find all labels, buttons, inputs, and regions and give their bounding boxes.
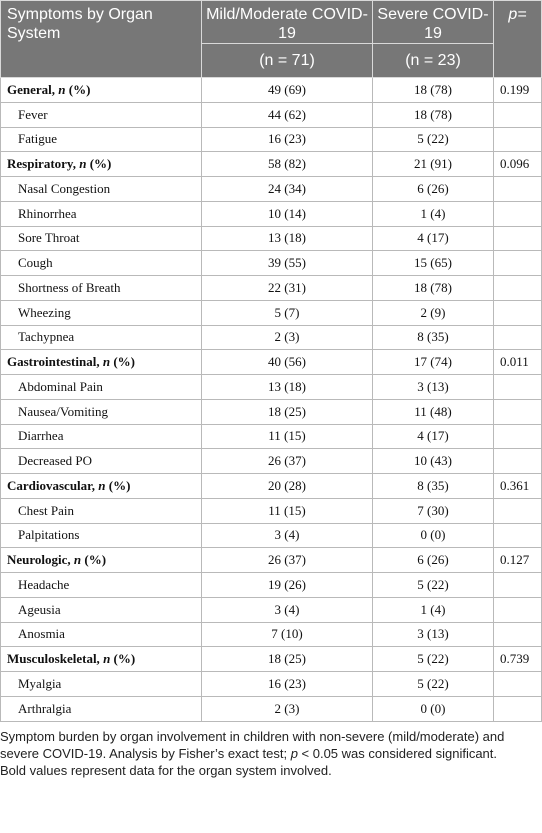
n-symbol: n	[79, 156, 87, 172]
severe-value: 0 (0)	[373, 696, 494, 721]
severe-value: 0 (0)	[373, 523, 494, 548]
severe-value: 2 (9)	[373, 300, 494, 325]
mild-value: 40 (56)	[202, 350, 373, 375]
severe-value: 3 (13)	[373, 375, 494, 400]
mild-value: 24 (34)	[202, 177, 373, 202]
table-row	[1, 696, 542, 721]
severe-value: 5 (22)	[373, 647, 494, 672]
mild-value: 22 (31)	[202, 276, 373, 301]
organ-system-label: Cardiovascular, n (%)	[1, 474, 202, 499]
p-value	[494, 424, 542, 449]
n-percent-label: n (%)	[58, 81, 91, 97]
mild-value: 7 (10)	[202, 622, 373, 647]
symptom-label: Ageusia	[1, 597, 202, 622]
severe-value: 5 (22)	[373, 672, 494, 697]
group-row	[1, 78, 542, 103]
severe-value: 5 (22)	[373, 127, 494, 152]
severe-value: 1 (4)	[373, 597, 494, 622]
p-value	[494, 672, 542, 697]
n-symbol: n	[103, 651, 111, 667]
severe-value: 15 (65)	[373, 251, 494, 276]
mild-value: 19 (26)	[202, 573, 373, 598]
table-row	[1, 597, 542, 622]
symptom-label: Myalgia	[1, 672, 202, 697]
p-value	[494, 276, 542, 301]
p-value: 0.127	[494, 548, 542, 573]
organ-system-label: Neurologic, n (%)	[1, 548, 202, 573]
header-severe-n: (n = 23)	[373, 44, 494, 78]
symptom-label: Headache	[1, 573, 202, 598]
severe-value: 3 (13)	[373, 622, 494, 647]
severe-value: 21 (91)	[373, 152, 494, 177]
symptom-label: Cough	[1, 251, 202, 276]
severe-value: 6 (26)	[373, 548, 494, 573]
table-row	[1, 498, 542, 523]
severe-value: 1 (4)	[373, 201, 494, 226]
table-row	[1, 300, 542, 325]
n-symbol: n	[73, 552, 82, 568]
mild-value: 11 (15)	[202, 424, 373, 449]
p-value	[494, 127, 542, 152]
p-value	[494, 226, 542, 251]
symptom-label: Fatigue	[1, 127, 202, 152]
symptom-label: Fever	[1, 102, 202, 127]
p-value	[494, 696, 542, 721]
organ-system-label: Respiratory, n (%)	[1, 152, 202, 177]
severe-value: 7 (30)	[373, 498, 494, 523]
table-row	[1, 449, 542, 474]
mild-value: 13 (18)	[202, 375, 373, 400]
mild-value: 39 (55)	[202, 251, 373, 276]
n-percent-label: n (%)	[79, 156, 112, 172]
table-row	[1, 177, 542, 202]
mild-value: 13 (18)	[202, 226, 373, 251]
severe-value: 8 (35)	[373, 325, 494, 350]
symptom-label: Anosmia	[1, 622, 202, 647]
mild-value: 11 (15)	[202, 498, 373, 523]
n-percent-label: n (%)	[102, 354, 135, 370]
severe-value: 17 (74)	[373, 350, 494, 375]
mild-value: 10 (14)	[202, 201, 373, 226]
p-value	[494, 251, 542, 276]
footnote-text: Symptom burden by organ involvement in children with non-severe (mild/moderate) and severe COVID-19. Analysis by Fisher’s exact test; p < 0.05 was considered significant.	[0, 729, 505, 761]
p-value	[494, 597, 542, 622]
header-severe: Severe COVID-19	[373, 1, 494, 44]
severe-value: 4 (17)	[373, 226, 494, 251]
table-row	[1, 622, 542, 647]
symptom-label: Shortness of Breath	[1, 276, 202, 301]
p-value: 0.096	[494, 152, 542, 177]
severe-value: 10 (43)	[373, 449, 494, 474]
p-value	[494, 399, 542, 424]
p-value	[494, 622, 542, 647]
symptom-label: Palpitations	[1, 523, 202, 548]
mild-value: 26 (37)	[202, 548, 373, 573]
p-value	[494, 102, 542, 127]
table-row	[1, 424, 542, 449]
mild-value: 2 (3)	[202, 325, 373, 350]
table-row	[1, 672, 542, 697]
severe-value: 18 (78)	[373, 78, 494, 103]
p-value: 0.011	[494, 350, 542, 375]
group-row	[1, 548, 542, 573]
table-row	[1, 325, 542, 350]
severe-value: 18 (78)	[373, 276, 494, 301]
p-symbol: p	[290, 746, 298, 761]
p-value: 0.199	[494, 78, 542, 103]
symptom-label: Arthralgia	[1, 696, 202, 721]
mild-value: 16 (23)	[202, 127, 373, 152]
mild-value: 16 (23)	[202, 672, 373, 697]
p-value: 0.739	[494, 647, 542, 672]
symptom-label: Sore Throat	[1, 226, 202, 251]
table-row	[1, 276, 542, 301]
group-row	[1, 647, 542, 672]
mild-value: 18 (25)	[202, 399, 373, 424]
mild-value: 49 (69)	[202, 78, 373, 103]
table-row	[1, 251, 542, 276]
n-symbol: n	[58, 81, 66, 97]
mild-value: 5 (7)	[202, 300, 373, 325]
p-value	[494, 325, 542, 350]
mild-value: 58 (82)	[202, 152, 373, 177]
symptom-label: Abdominal Pain	[1, 375, 202, 400]
severe-value: 8 (35)	[373, 474, 494, 499]
organ-system-label: Musculoskeletal, n (%)	[1, 647, 202, 672]
severe-value: 11 (48)	[373, 399, 494, 424]
mild-value: 18 (25)	[202, 647, 373, 672]
p-value	[494, 498, 542, 523]
symptom-label: Chest Pain	[1, 498, 202, 523]
symptom-label: Diarrhea	[1, 424, 202, 449]
mild-value: 3 (4)	[202, 597, 373, 622]
mild-value: 44 (62)	[202, 102, 373, 127]
symptom-label: Rhinorrhea	[1, 201, 202, 226]
p-value	[494, 300, 542, 325]
header-symptoms: Symptoms by Organ System	[1, 1, 202, 78]
symptom-label: Nausea/Vomiting	[1, 399, 202, 424]
header-mild-n: (n = 71)	[202, 44, 373, 78]
n-percent-label: n (%)	[103, 651, 136, 667]
table-row	[1, 201, 542, 226]
table-row	[1, 375, 542, 400]
table-body	[1, 78, 542, 722]
n-percent-label: n (%)	[98, 477, 131, 493]
table-row	[1, 102, 542, 127]
p-value	[494, 375, 542, 400]
mild-value: 26 (37)	[202, 449, 373, 474]
n-percent-label: n (%)	[73, 552, 107, 568]
table-row	[1, 399, 542, 424]
table-row	[1, 573, 542, 598]
p-value	[494, 177, 542, 202]
p-value	[494, 523, 542, 548]
severe-value: 18 (78)	[373, 102, 494, 127]
header-p-label: p=	[508, 6, 527, 23]
organ-system-label: General, n (%)	[1, 78, 202, 103]
severe-value: 5 (22)	[373, 573, 494, 598]
group-row	[1, 152, 542, 177]
group-row	[1, 350, 542, 375]
header-mild: Mild/Moderate COVID-19	[202, 1, 373, 44]
severe-value: 4 (17)	[373, 424, 494, 449]
mild-value: 20 (28)	[202, 474, 373, 499]
p-value: 0.361	[494, 474, 542, 499]
symptom-label: Wheezing	[1, 300, 202, 325]
header-p-value	[494, 1, 542, 78]
table-row	[1, 127, 542, 152]
p-value	[494, 201, 542, 226]
group-row	[1, 474, 542, 499]
n-symbol: n	[102, 354, 111, 370]
p-value	[494, 449, 542, 474]
table-footnote	[0, 728, 542, 779]
mild-value: 2 (3)	[202, 696, 373, 721]
table-row	[1, 523, 542, 548]
table-row	[1, 226, 542, 251]
mild-value: 3 (4)	[202, 523, 373, 548]
organ-system-label: Gastrointestinal, n (%)	[1, 350, 202, 375]
p-value	[494, 573, 542, 598]
symptom-label: Nasal Congestion	[1, 177, 202, 202]
footnote-bold-note: Bold values represent data for the organ system involved.	[0, 763, 332, 778]
n-symbol: n	[98, 477, 106, 493]
symptom-label: Decreased PO	[1, 449, 202, 474]
table-header	[1, 1, 542, 78]
severe-value: 6 (26)	[373, 177, 494, 202]
symptom-label: Tachypnea	[1, 325, 202, 350]
